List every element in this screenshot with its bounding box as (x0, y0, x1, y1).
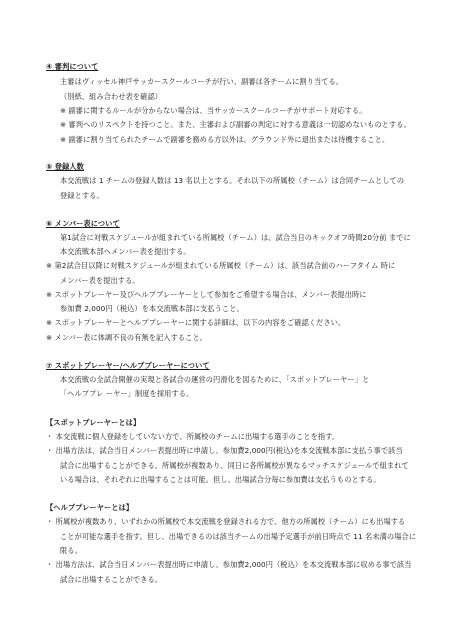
spot-help-line: 本交流戦の全試合開催の実現と各試合の運営の円滑化を図るために、「スポットプレーヤー」と (60, 375, 370, 384)
referee-note: ※ 副審に関するルールが分からない場合は、当サッカースクールコーチがサポート対応する。 (60, 106, 367, 115)
referee-note: ※ 副審に割り当てられたチームで副審を務める方以外は、グラウンド外に退出または待機すること。 (60, 135, 390, 144)
registration-line: 登録とする。 (60, 191, 104, 200)
member-list-note: ※ スポットプレーヤーとヘルププレーヤーに関する詳細は、以下の内容をご確認ください。 (46, 318, 346, 327)
member-list-line: 本交流戦本部へメンバー表を提出する。 (60, 247, 191, 256)
registration-line: 本交流戦は 1 チームの登録人数は 13 名以上とする。それ以下の所属校（チーム）は合同チームとしての (60, 176, 405, 185)
help-player-line: 限る。 (60, 546, 82, 555)
spot-player-bullet: ・ 出場方法は、試合当日メンバー表提出時に申請し、参加費2,000円(税込)を本交流戦本部に支払う事で該当 (46, 446, 403, 455)
spot-player-line: 試合に出場することができる。所属校が複数あり、同日に各所属校が異なるマッチスケジュールで組まれて (60, 461, 409, 470)
help-player-line: ことが可能な選手を指す。但し、出場できるのは該当チームの出場予定選手が前日時点で 11 名未満の場合に (60, 532, 417, 541)
help-player-bullet: ・ 所属校が複数あり、いずれかの所属校で本交流戦を登録される方で、他方の所属校（チーム）にも出場する (46, 517, 406, 526)
help-player-line: 試合に出場することができる。 (60, 575, 163, 584)
help-player-heading: 【ヘルププレーヤーとは】 (46, 503, 134, 512)
spot-player-heading: 【スポットプレーヤーとは】 (46, 418, 141, 427)
help-player-bullet: ・ 出場方法は、試合当日メンバー表提出時に申請し、参加費2,000円（税込）を本交流戦本部に収める事で該当 (46, 560, 412, 569)
spot-help-line: 「ヘルププレ ーヤー」制度を採用する。 (60, 389, 194, 398)
spot-player-bullet: ・ 本交流戦に個人登録をしていない方で、所属校のチームに出場する選手のことを指す。 (46, 432, 340, 441)
referee-note: ※ 審判へのリスペクトを持つこと。また、主審および副審の判定に対する意義は一切認めないものとする。 (60, 120, 411, 129)
member-list-line: 参加費 2,000円（税込）を本交流戦本部に支払うこと。 (60, 304, 244, 313)
spot-player-line: いる場合は、それぞれに出場することは可能。但し、出場試合分毎に参加費は支払うものとする。 (60, 475, 381, 484)
member-list-line: 第1試合に対戦スケジュールが組まれている所属校（チーム）は、試合当日のキックオフ時間20分前 までに (60, 233, 411, 242)
member-list-line: メンバー表を提出する。 (60, 276, 140, 285)
member-list-note: ※ 第2試合目以降に対戦スケジュールが組まれている所属校（チーム）は、該当試合前のハーフタイム 時に (46, 261, 396, 270)
referee-line: （別紙、組み合わせ表を確認） (60, 92, 163, 101)
referee-line: 主審はヴィッセル神戸サッカースクールコーチが行い、副審は各チームに割り当てる。 (60, 77, 344, 86)
registration-heading: ⑤ 登録人数 (46, 162, 84, 171)
referee-heading: ④ 審判について (46, 62, 99, 71)
spot-help-heading: ⑦ スポットプレーヤー/ヘルププレーヤーについて (46, 361, 210, 370)
member-list-note: ※ スポットプレーヤー及びヘルプブレーヤーとして参加をご希望する場合は、メンバー表提出時に (46, 290, 367, 299)
member-list-note: ※ メンバー表に体調不良の有無を記入すること。 (46, 333, 208, 342)
member-list-heading: ⑥ メンバー表について (46, 219, 120, 228)
